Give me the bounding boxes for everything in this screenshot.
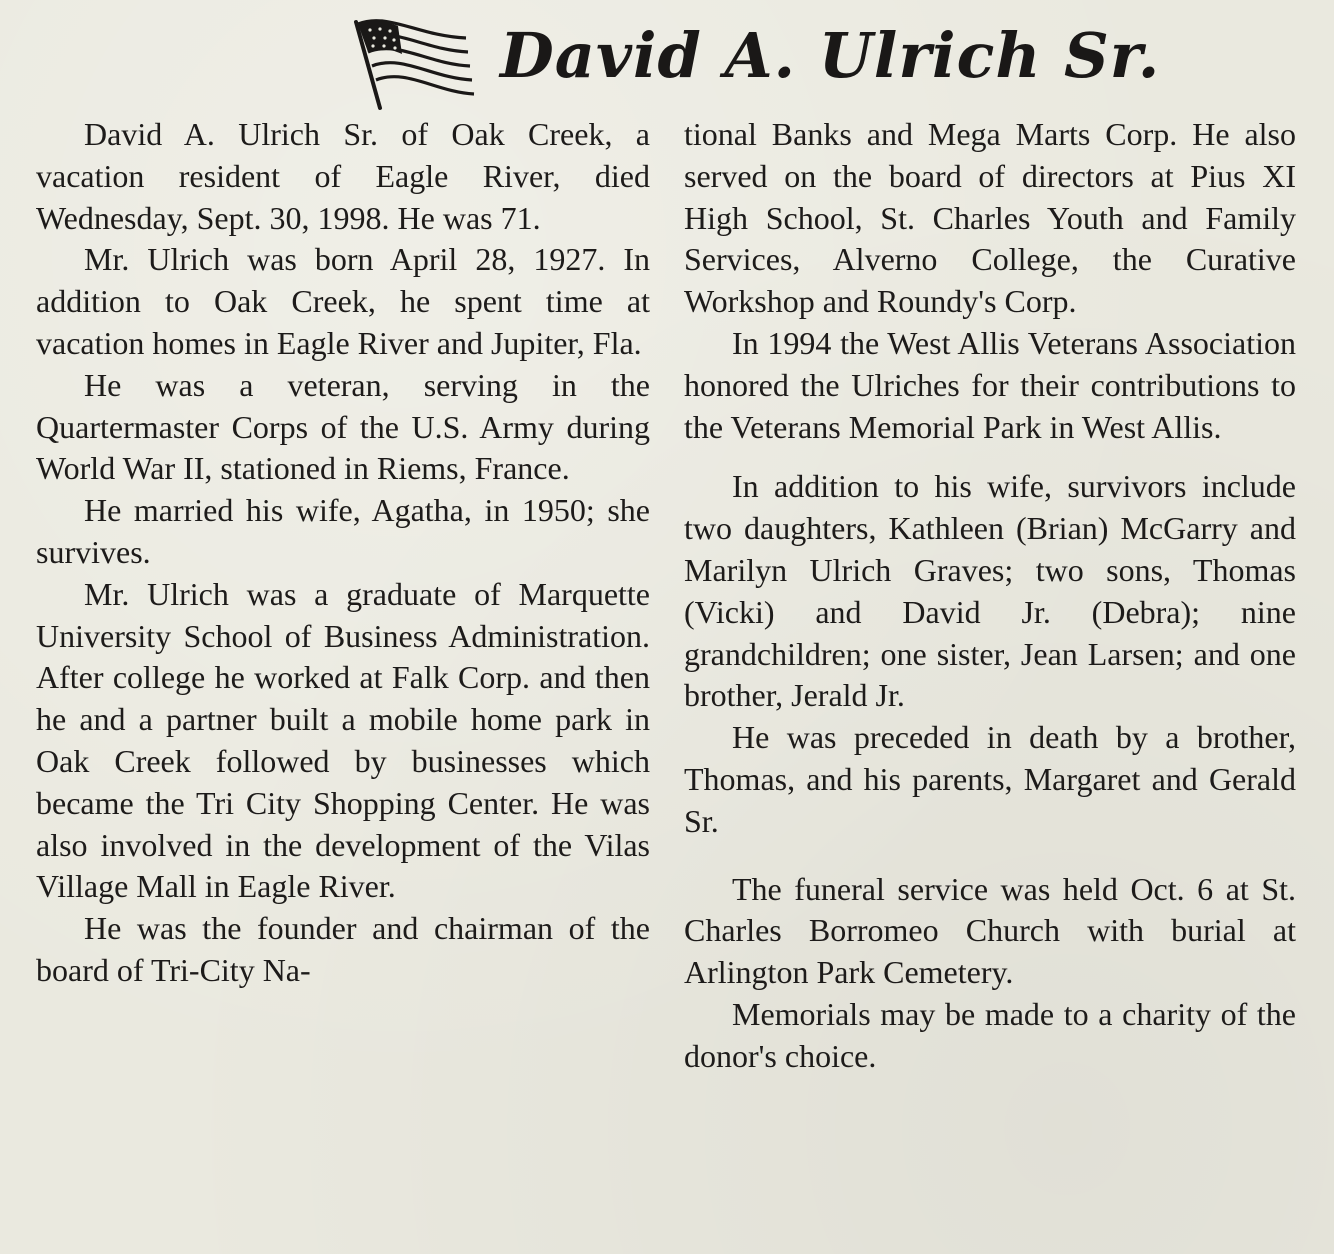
paragraph-veterans-honor: In 1994 the West Allis Veterans Association honored the Ulriches for their contributions to the Veterans Memorial Park in West Allis. <box>684 324 1296 445</box>
american-flag-icon <box>340 8 480 112</box>
paragraph-career: Mr. Ulrich was a graduate of Marquette University School of Business Administration. After college he worked at Falk Corp. and then he and a partner built a mobile home park in Oak Creek followed by businesses which became the Tri City Shopping Center. He was also involved in the development of the Vilas Village Mall in Eagle River. <box>36 575 650 905</box>
paragraph-survivors: In addition to his wife, survivors include two daughters, Kathleen (Brian) McGarry and Marilyn Ulrich Graves; two sons, Thomas (Vicki) and David Jr. (Debra); nine grandchildren; one sister, Jean Larsen; and one brother, Jerald Jr. <box>684 468 1296 714</box>
paragraph-founder: He was the founder and chairman of the board of Tri-City Na- <box>36 910 650 988</box>
paragraph-birth: Mr. Ulrich was born April 28, 1927. In addition to Oak Creek, he spent time at vacation homes in Eagle River and Jupiter, Fla. <box>36 241 650 361</box>
paragraph-funeral-service: The funeral service was held Oct. 6 at St. Charles Borromeo Church with burial at Arlington Park Cemetery. <box>684 870 1296 991</box>
paragraph-marriage: He married his wife, Agatha, in 1950; she survives. <box>36 492 650 570</box>
paragraph-military-service: He was a veteran, serving in the Quartermaster Corps of the U.S. Army during World War II, stationed in Riems, France. <box>36 366 650 487</box>
paragraph-preceded-in-death: He was preceded in death by a brother, Thomas, and his parents, Margaret and Gerald Sr. <box>684 719 1296 839</box>
paragraph-death-notice: David A. Ulrich Sr. of Oak Creek, a vacation resident of Eagle River, died Wednesday, Sept. 30, 1998. He was 71. <box>36 116 650 236</box>
paragraph-memorials: Memorials may be made to a charity of the donor's choice. <box>684 995 1296 1074</box>
right-column <box>684 114 1296 1078</box>
left-column <box>36 114 650 992</box>
obituary-header <box>0 0 1334 118</box>
obituary-headline: David A. Ulrich Sr. <box>500 19 1161 92</box>
paragraph-founder-continued: tional Banks and Mega Marts Corp. He also served on the board of directors at Pius XI High School, St. Charles Youth and Family Services, Alverno College, the Curative Workshop and Roundy's Corp. <box>684 116 1296 320</box>
